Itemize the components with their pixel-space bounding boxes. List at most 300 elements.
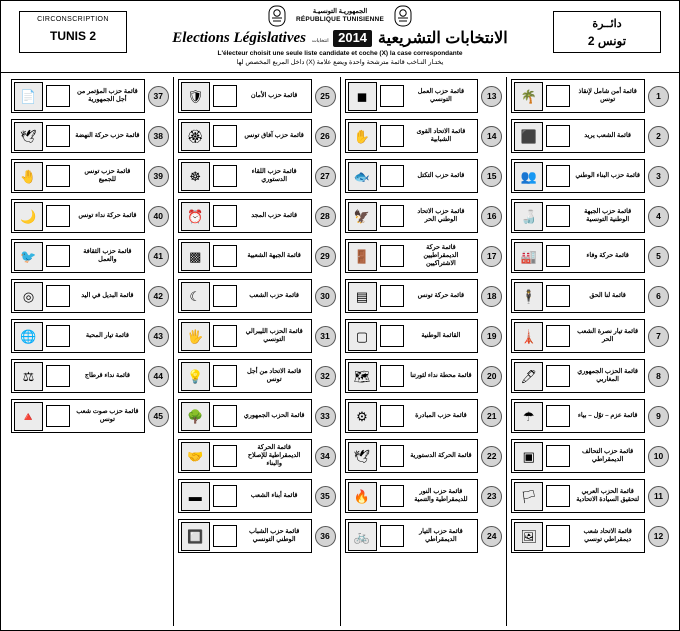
candidate-list-number: 19 bbox=[481, 326, 502, 347]
vote-checkbox[interactable] bbox=[380, 525, 404, 547]
ballot-column-col-1 bbox=[507, 77, 673, 626]
candidate-list-row[interactable] bbox=[345, 77, 503, 115]
vote-checkbox[interactable] bbox=[546, 285, 570, 307]
candidate-list-name: قائمة حزب تونس للجميع bbox=[84, 168, 131, 183]
candidate-list-row[interactable] bbox=[178, 477, 336, 515]
candidate-list-number: 41 bbox=[148, 246, 169, 267]
vote-checkbox[interactable] bbox=[46, 405, 70, 427]
candidate-list-box[interactable] bbox=[178, 439, 312, 473]
candidate-list-number: 29 bbox=[315, 246, 336, 267]
vote-checkbox[interactable] bbox=[546, 525, 570, 547]
vote-checkbox[interactable] bbox=[546, 205, 570, 227]
vote-checkbox[interactable] bbox=[380, 165, 404, 187]
handshake-icon: 🤝 bbox=[181, 442, 210, 471]
bird-icon: 🕊 bbox=[348, 442, 377, 471]
hand-vote-icon: 🖐 bbox=[181, 322, 210, 351]
candidate-list-row[interactable] bbox=[511, 157, 669, 195]
crescent-icon: ☾ bbox=[181, 282, 210, 311]
candidate-list-name: قائمة حزب المجد bbox=[251, 212, 298, 220]
candidate-list-box[interactable] bbox=[345, 199, 479, 233]
vote-checkbox[interactable] bbox=[46, 205, 70, 227]
candidate-list-name: قائمة أبناء الشعب bbox=[250, 492, 298, 500]
candidate-list-name: قائمة حركة تونس bbox=[417, 292, 465, 300]
candidate-list-name: قائمة الشعب يريد bbox=[584, 132, 631, 140]
candidate-list-row[interactable] bbox=[511, 437, 669, 475]
frame-icon: ▩ bbox=[181, 242, 210, 271]
candidate-list-row[interactable] bbox=[511, 317, 669, 355]
candidate-list-number: 17 bbox=[481, 246, 502, 267]
candidate-list-number: 38 bbox=[148, 126, 169, 147]
candidate-list-row[interactable] bbox=[178, 117, 336, 155]
tree-icon: 🌳 bbox=[181, 402, 210, 431]
candidate-list-number: 4 bbox=[648, 206, 669, 227]
vote-checkbox[interactable] bbox=[213, 165, 237, 187]
candidate-list-row[interactable] bbox=[178, 237, 336, 275]
vote-checkbox[interactable] bbox=[213, 485, 237, 507]
vote-checkbox[interactable] bbox=[46, 245, 70, 267]
empty-slot bbox=[11, 477, 169, 515]
dove-icon: 🕊 bbox=[14, 122, 43, 151]
candidate-list-name: قائمة حزب البناء الوطني bbox=[575, 172, 640, 180]
candidate-list-number: 11 bbox=[648, 486, 669, 507]
vote-checkbox[interactable] bbox=[546, 325, 570, 347]
candidate-list-number: 22 bbox=[481, 446, 502, 467]
candidate-list-row[interactable] bbox=[178, 77, 336, 115]
candidate-list-row[interactable] bbox=[345, 157, 503, 195]
candidate-list-row[interactable] bbox=[178, 317, 336, 355]
candidate-list-box[interactable] bbox=[511, 79, 645, 113]
bicycle-icon: 🚲 bbox=[348, 522, 377, 551]
candidate-list-name: قائمة حزب الثقافة والعمل bbox=[83, 248, 132, 263]
candidate-list-name: قائمة حزب التحالف الديمقراطي bbox=[582, 448, 634, 463]
candidate-list-row[interactable] bbox=[345, 117, 503, 155]
district-box bbox=[553, 11, 661, 53]
candidate-list-name: قائمة حزب التكتل bbox=[417, 172, 465, 180]
doc-icon: 📄 bbox=[14, 82, 43, 111]
vote-checkbox[interactable] bbox=[213, 445, 237, 467]
candidate-list-box[interactable] bbox=[178, 119, 312, 153]
shield-icon: 🛡 bbox=[181, 82, 210, 111]
candidate-list-number: 45 bbox=[148, 406, 169, 427]
candidate-list-box[interactable] bbox=[345, 479, 479, 513]
candidate-list-row[interactable] bbox=[345, 437, 503, 475]
candidate-list-number: 14 bbox=[481, 126, 502, 147]
candidate-list-row[interactable] bbox=[511, 397, 669, 435]
candidate-list-box[interactable] bbox=[178, 479, 312, 513]
candidate-list-box[interactable] bbox=[511, 319, 645, 353]
candidate-list-box[interactable] bbox=[11, 359, 145, 393]
candidate-list-number: 25 bbox=[315, 86, 336, 107]
candidate-list-box[interactable] bbox=[511, 479, 645, 513]
vote-checkbox[interactable] bbox=[213, 405, 237, 427]
candidate-list-box[interactable] bbox=[511, 439, 645, 473]
bulb-icon: 💡 bbox=[181, 362, 210, 391]
candidate-list-box[interactable] bbox=[345, 319, 479, 353]
candidate-list-number: 5 bbox=[648, 246, 669, 267]
candidate-list-name: قائمة حزب آفاق تونس bbox=[244, 132, 304, 140]
vote-checkbox[interactable] bbox=[546, 365, 570, 387]
republic-fr: RÉPUBLIQUE TUNISIENNE bbox=[296, 16, 384, 23]
empty-slot bbox=[11, 517, 169, 555]
candidate-list-name: قائمة الحزب الجمهوري bbox=[243, 412, 305, 420]
wheel-icon: ☸ bbox=[181, 162, 210, 191]
vote-checkbox[interactable] bbox=[46, 285, 70, 307]
candidate-list-row[interactable] bbox=[511, 477, 669, 515]
ballot-columns bbox=[1, 73, 679, 630]
candidate-list-name: قائمة حركة وفاء bbox=[586, 252, 629, 260]
candidate-list-box[interactable] bbox=[178, 199, 312, 233]
logo-year: 2014 bbox=[333, 30, 372, 47]
candidate-list-name: قائمة حزب اللقاء الدستوري bbox=[251, 168, 297, 183]
logo-box-icon: 🔲 bbox=[181, 522, 210, 551]
candidate-list-name: قائمة الجبهة الشعبية bbox=[247, 252, 301, 260]
candidate-list-row[interactable] bbox=[178, 357, 336, 395]
vote-checkbox[interactable] bbox=[213, 525, 237, 547]
candidate-list-row[interactable] bbox=[11, 197, 169, 235]
vote-checkbox[interactable] bbox=[380, 485, 404, 507]
vote-checkbox[interactable] bbox=[46, 85, 70, 107]
square-blank-icon: ▢ bbox=[348, 322, 377, 351]
candidate-list-number: 35 bbox=[315, 486, 336, 507]
candidate-list-name: قائمة حزب النور للديمقراطية والتنمية bbox=[414, 488, 468, 503]
vote-checkbox[interactable] bbox=[380, 205, 404, 227]
vote-checkbox[interactable] bbox=[46, 365, 70, 387]
vote-checkbox[interactable] bbox=[213, 325, 237, 347]
factory-icon: 🏭 bbox=[514, 242, 543, 271]
circumscription-label: CIRCONSCRIPTION bbox=[37, 16, 109, 23]
vote-checkbox[interactable] bbox=[213, 125, 237, 147]
vote-checkbox[interactable] bbox=[546, 85, 570, 107]
torch-flame-icon: 🔥 bbox=[348, 482, 377, 511]
candidate-list-row[interactable] bbox=[178, 197, 336, 235]
candidate-list-name: قائمة حزب الجبهة الوطنية التونسية bbox=[584, 208, 632, 223]
candidate-list-row[interactable] bbox=[345, 197, 503, 235]
vote-checkbox[interactable] bbox=[380, 325, 404, 347]
candidate-list-name: قائمة عزم – توّل – بياء bbox=[577, 412, 638, 420]
candidate-list-name: قائمة حزب المؤتمر من أجل الجمهورية bbox=[77, 88, 138, 103]
vote-checkbox[interactable] bbox=[546, 485, 570, 507]
candidate-list-name: قائمة الاتحاد القوى الشبابية bbox=[416, 128, 466, 143]
candidate-list-box[interactable] bbox=[345, 79, 479, 113]
umbrella-icon: ☂ bbox=[514, 402, 543, 431]
triangle-icon: 🔺 bbox=[14, 402, 43, 431]
candidate-list-box[interactable] bbox=[511, 239, 645, 273]
vote-checkbox[interactable] bbox=[380, 125, 404, 147]
candidate-list-box[interactable] bbox=[345, 519, 479, 553]
candidate-list-row[interactable] bbox=[511, 77, 669, 115]
candidate-list-row[interactable] bbox=[178, 437, 336, 475]
candidate-list-row[interactable] bbox=[345, 517, 503, 555]
candidate-list-row[interactable] bbox=[511, 277, 669, 315]
candidate-list-name: قائمة حزب الاتحاد الوطني الحر bbox=[417, 208, 465, 223]
figures-icon: 🕴 bbox=[514, 282, 543, 311]
candidate-list-name: قائمة حركة الديمقراطيين الاشتراكيين bbox=[423, 244, 459, 267]
candidate-list-box[interactable] bbox=[178, 239, 312, 273]
candidate-list-row[interactable] bbox=[345, 237, 503, 275]
fish-icon: 🐟 bbox=[348, 162, 377, 191]
vote-checkbox[interactable] bbox=[380, 285, 404, 307]
ballot-header bbox=[1, 1, 679, 73]
candidate-list-name: قائمة حزب الأمان bbox=[250, 92, 298, 100]
candidate-list-number: 1 bbox=[648, 86, 669, 107]
globe-icon: 🌐 bbox=[14, 322, 43, 351]
candidate-list-number: 12 bbox=[648, 526, 669, 547]
candidate-list-row[interactable] bbox=[11, 397, 169, 435]
vote-checkbox[interactable] bbox=[546, 125, 570, 147]
candidate-list-name: قائمة الحزب الجمهوري المغاربي bbox=[577, 368, 638, 383]
election-logo bbox=[312, 29, 372, 47]
candidate-list-number: 3 bbox=[648, 166, 669, 187]
candidate-list-box[interactable] bbox=[345, 399, 479, 433]
candidate-list-row[interactable] bbox=[511, 237, 669, 275]
palm-tree-icon: 🌴 bbox=[514, 82, 543, 111]
ballot-column-col-3 bbox=[174, 77, 341, 626]
candidate-list-name: قائمة الحزب العربي لتحقيق السيادة الاتحادية bbox=[576, 488, 640, 503]
circumscription-value: TUNIS 2 bbox=[49, 29, 96, 43]
candidate-list-box[interactable] bbox=[345, 359, 479, 393]
ballot-column-col-4 bbox=[7, 77, 174, 626]
candidate-list-row[interactable] bbox=[11, 357, 169, 395]
candidate-list-box[interactable] bbox=[11, 159, 145, 193]
candidate-list-box[interactable] bbox=[178, 79, 312, 113]
candidate-list-row[interactable] bbox=[11, 277, 169, 315]
candidate-list-box[interactable] bbox=[11, 119, 145, 153]
gear-icon: ⚙ bbox=[348, 402, 377, 431]
title-ar: الانتخابات التشريعية bbox=[378, 30, 508, 47]
candidate-list-number: 39 bbox=[148, 166, 169, 187]
candidate-list-number: 31 bbox=[315, 326, 336, 347]
vote-checkbox[interactable] bbox=[546, 245, 570, 267]
candidate-list-box[interactable] bbox=[11, 199, 145, 233]
candidate-list-name: قائمة حزب حركة النهضة bbox=[75, 132, 140, 140]
republic-row bbox=[136, 5, 544, 27]
circle-emblem-icon: ◎ bbox=[14, 282, 43, 311]
vote-checkbox[interactable] bbox=[546, 445, 570, 467]
candidate-list-name: قائمة الاتحاد من أجل تونس bbox=[247, 368, 302, 383]
candidate-list-name: قائمة نداء قرطاج bbox=[84, 372, 130, 380]
candidate-list-name: قائمة الحركة الديمقراطية للإصلاح والبناء bbox=[247, 444, 301, 467]
candidate-list-number: 8 bbox=[648, 366, 669, 387]
people-icon: 👥 bbox=[514, 162, 543, 191]
candidate-list-number: 23 bbox=[481, 486, 502, 507]
hand-icon: ✋ bbox=[348, 122, 377, 151]
palm-crescent-icon: 🌙 bbox=[14, 202, 43, 231]
title-fr: Elections Législatives bbox=[172, 29, 306, 46]
candidate-list-row[interactable] bbox=[511, 517, 669, 555]
candidate-list-row[interactable] bbox=[178, 277, 336, 315]
header-center bbox=[136, 5, 544, 66]
candidate-list-row[interactable] bbox=[178, 157, 336, 195]
candidate-list-row[interactable] bbox=[345, 397, 503, 435]
ballot-column-col-2 bbox=[341, 77, 508, 626]
candidate-list-box[interactable] bbox=[511, 159, 645, 193]
candidate-list-row[interactable] bbox=[178, 517, 336, 555]
candidate-list-number: 24 bbox=[481, 526, 502, 547]
candidate-list-number: 18 bbox=[481, 286, 502, 307]
vote-checkbox[interactable] bbox=[380, 245, 404, 267]
candidate-list-box[interactable] bbox=[511, 519, 645, 553]
candidate-list-box[interactable] bbox=[345, 239, 479, 273]
candidate-list-row[interactable] bbox=[11, 157, 169, 195]
candidate-list-box[interactable] bbox=[511, 399, 645, 433]
candidate-list-box[interactable] bbox=[178, 399, 312, 433]
candidate-list-number: 16 bbox=[481, 206, 502, 227]
candidate-list-box[interactable] bbox=[345, 159, 479, 193]
candidate-list-row[interactable] bbox=[511, 117, 669, 155]
candidate-list-box[interactable] bbox=[11, 79, 145, 113]
candidate-list-number: 34 bbox=[315, 446, 336, 467]
candidate-list-row[interactable] bbox=[178, 397, 336, 435]
vote-checkbox[interactable] bbox=[380, 365, 404, 387]
candidate-list-row[interactable] bbox=[11, 77, 169, 115]
candidate-list-number: 36 bbox=[315, 526, 336, 547]
republic-emblem-left-icon bbox=[268, 5, 286, 27]
republic-ar: الجمهوريـة التونسيـة bbox=[312, 7, 368, 15]
emblem-dark-icon: ◼ bbox=[348, 82, 377, 111]
candidate-list-row[interactable] bbox=[11, 237, 169, 275]
candidate-list-number: 30 bbox=[315, 286, 336, 307]
eagle-icon: 🦅 bbox=[348, 202, 377, 231]
candidate-list-number: 20 bbox=[481, 366, 502, 387]
candidate-list-number: 44 bbox=[148, 366, 169, 387]
candidate-list-row[interactable] bbox=[345, 317, 503, 355]
dark-band-icon: ▬ bbox=[181, 482, 210, 511]
candidate-list-number: 33 bbox=[315, 406, 336, 427]
bird2-icon: 🐦 bbox=[14, 242, 43, 271]
candidate-list-box[interactable] bbox=[345, 119, 479, 153]
candidate-list-box[interactable] bbox=[511, 359, 645, 393]
black-square-icon: ⬛ bbox=[514, 122, 543, 151]
district-label: دائــرة bbox=[592, 18, 622, 30]
candidate-list-name: قائمة الاتحاد شعب ديمقراطي تونسي bbox=[583, 528, 632, 543]
republic-texts bbox=[296, 8, 384, 24]
title-row bbox=[136, 28, 544, 48]
candidate-list-name: قائمة محطة نداء لثورتنا bbox=[410, 372, 472, 380]
rosette-icon: 🏵 bbox=[181, 122, 210, 151]
candidate-list-name: قائمة البديل في اليد bbox=[81, 292, 134, 300]
candidate-list-number: 9 bbox=[648, 406, 669, 427]
candidate-list-name: القائمة الوطنية bbox=[421, 332, 461, 340]
candidate-list-name: قائمة حزب المبادرة bbox=[415, 412, 467, 420]
emblem-icon: ▣ bbox=[514, 442, 543, 471]
candidate-list-box[interactable] bbox=[178, 159, 312, 193]
candidate-list-number: 15 bbox=[481, 166, 502, 187]
candidate-list-box[interactable] bbox=[11, 399, 145, 433]
candidate-list-name: قائمة حزب الشباب الوطني التونسي bbox=[248, 528, 300, 543]
photo-icon: 🖼 bbox=[514, 522, 543, 551]
candidate-list-number: 10 bbox=[648, 446, 669, 467]
text-logo-icon: ▤ bbox=[348, 282, 377, 311]
candidate-list-number: 26 bbox=[315, 126, 336, 147]
candidate-list-box[interactable] bbox=[11, 319, 145, 353]
candidate-list-box[interactable] bbox=[178, 279, 312, 313]
subtitle-ar: يختـار النـاخب قائمة مترشحة واحدة ويضع علامة (X) داخل المربع المخصص لها bbox=[236, 59, 444, 66]
candidate-list-name: قائمة حزب العمل التونسي bbox=[417, 88, 465, 103]
candidate-list-name: قائمة حركة نداء تونس bbox=[78, 212, 137, 220]
candidate-list-number: 37 bbox=[148, 86, 169, 107]
vote-checkbox[interactable] bbox=[213, 365, 237, 387]
candidate-list-name: قائمة حزب صوت شعب تونس bbox=[76, 408, 139, 423]
candidate-list-box[interactable] bbox=[11, 239, 145, 273]
flag-icon: 🏳 bbox=[514, 482, 543, 511]
vote-checkbox[interactable] bbox=[546, 405, 570, 427]
republic-emblem-right-icon bbox=[394, 5, 412, 27]
candidate-list-number: 32 bbox=[315, 366, 336, 387]
candidate-list-number: 28 bbox=[315, 206, 336, 227]
candidate-list-number: 21 bbox=[481, 406, 502, 427]
candidate-list-number: 13 bbox=[481, 86, 502, 107]
subtitle-fr: L'électeur choisit une seule liste candidate et coche (X) la case correspondante bbox=[217, 50, 463, 57]
candidate-list-name: قائمة لنا الحق bbox=[589, 292, 626, 300]
empty-slot bbox=[11, 437, 169, 475]
vote-checkbox[interactable] bbox=[380, 405, 404, 427]
candidate-list-name: قائمة أمن شامل لإنقاذ تونس bbox=[578, 88, 637, 103]
balance-icon: ⚖ bbox=[14, 362, 43, 391]
vote-checkbox[interactable] bbox=[546, 165, 570, 187]
candidate-list-row[interactable] bbox=[511, 197, 669, 235]
vote-checkbox[interactable] bbox=[380, 445, 404, 467]
candidate-list-name: قائمة تيار نصرة الشعب الحر bbox=[577, 328, 639, 343]
vote-checkbox[interactable] bbox=[46, 125, 70, 147]
vote-checkbox[interactable] bbox=[46, 165, 70, 187]
candidate-list-row[interactable] bbox=[345, 477, 503, 515]
candidate-list-number: 43 bbox=[148, 326, 169, 347]
vote-checkbox[interactable] bbox=[213, 85, 237, 107]
candidate-list-name: قائمة تيار المحبة bbox=[85, 332, 129, 340]
candidate-list-name: قائمة حزب الشعب bbox=[249, 292, 299, 300]
candidate-list-box[interactable] bbox=[345, 439, 479, 473]
candidate-list-name: قائمة الحركة الدستورية bbox=[410, 452, 472, 460]
torch-icon: 🗼 bbox=[514, 322, 543, 351]
candidate-list-box[interactable] bbox=[345, 279, 479, 313]
candidate-list-row[interactable] bbox=[11, 117, 169, 155]
vote-checkbox[interactable] bbox=[213, 205, 237, 227]
candidate-list-row[interactable] bbox=[511, 357, 669, 395]
pen-icon: 🖊 bbox=[514, 362, 543, 391]
candidate-list-row[interactable] bbox=[345, 277, 503, 315]
candidate-list-box[interactable] bbox=[511, 279, 645, 313]
map-icon: 🗺 bbox=[348, 362, 377, 391]
candidate-list-row[interactable] bbox=[11, 317, 169, 355]
candidate-list-box[interactable] bbox=[178, 519, 312, 553]
candidate-list-box[interactable] bbox=[178, 319, 312, 353]
bottle-icon: 🍶 bbox=[514, 202, 543, 231]
alarm-clock-icon: ⏰ bbox=[181, 202, 210, 231]
hand-open-icon: 🤚 bbox=[14, 162, 43, 191]
candidate-list-box[interactable] bbox=[511, 119, 645, 153]
vote-checkbox[interactable] bbox=[213, 245, 237, 267]
candidate-list-name: قائمة الحزب الليبرالي التونسي bbox=[245, 328, 303, 343]
candidate-list-number: 6 bbox=[648, 286, 669, 307]
district-value: تونس 2 bbox=[587, 34, 627, 48]
candidate-list-box[interactable] bbox=[11, 279, 145, 313]
candidate-list-number: 7 bbox=[648, 326, 669, 347]
candidate-list-box[interactable] bbox=[178, 359, 312, 393]
vote-checkbox[interactable] bbox=[380, 85, 404, 107]
candidate-list-number: 42 bbox=[148, 286, 169, 307]
candidate-list-box[interactable] bbox=[511, 199, 645, 233]
candidate-list-name: قائمة حزب التيار الديمقراطي bbox=[419, 528, 463, 543]
candidate-list-number: 40 bbox=[148, 206, 169, 227]
candidate-list-number: 2 bbox=[648, 126, 669, 147]
candidate-list-row[interactable] bbox=[345, 357, 503, 395]
logo-sub-text: انتخابات bbox=[311, 37, 329, 44]
candidate-list-number: 27 bbox=[315, 166, 336, 187]
door-icon: 🚪 bbox=[348, 242, 377, 271]
vote-checkbox[interactable] bbox=[213, 285, 237, 307]
vote-checkbox[interactable] bbox=[46, 325, 70, 347]
circumscription-box bbox=[19, 11, 127, 53]
